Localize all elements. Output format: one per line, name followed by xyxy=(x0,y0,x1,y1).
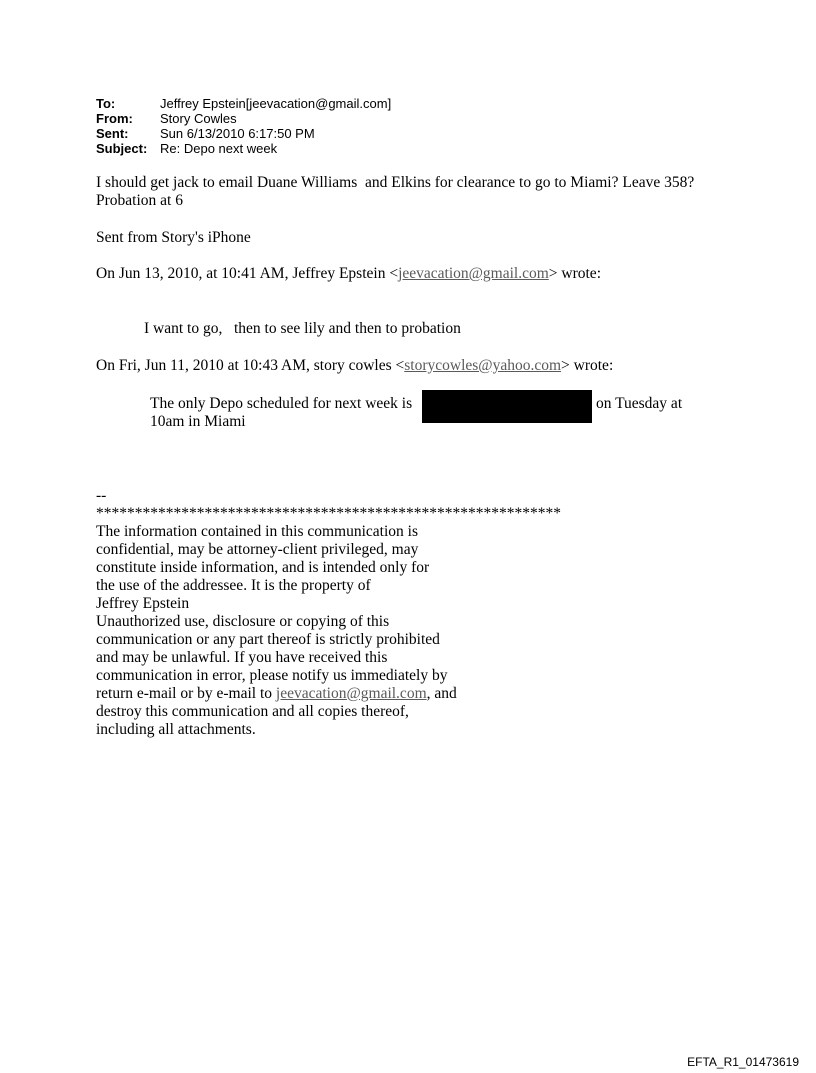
disclaimer-email-suffix: , and xyxy=(426,685,457,702)
subject-label: Subject: xyxy=(96,141,148,156)
disclaimer-dashes: -- xyxy=(96,487,107,504)
to-row xyxy=(96,96,391,111)
disclaimer-line: communication or any part thereof is strictly prohibited xyxy=(96,631,440,648)
disclaimer-email-link[interactable]: jeevacation@gmail.com xyxy=(275,685,427,702)
disclaimer-line: destroy this communication and all copies thereof, xyxy=(96,703,409,720)
from-label: From: xyxy=(96,111,133,126)
disclaimer-stars: ************************************************************ xyxy=(96,505,561,522)
disclaimer-line-email xyxy=(96,685,561,703)
quote-header-2-suffix: > wrote: xyxy=(561,357,614,374)
quote-header-2 xyxy=(96,357,613,375)
email-header xyxy=(96,96,391,156)
quote-header-2-prefix: On Fri, Jun 11, 2010 at 10:43 AM, story cowles < xyxy=(96,357,405,374)
from-row xyxy=(96,111,391,126)
from-value: Story Cowles xyxy=(160,111,237,126)
disclaimer-line: including all attachments. xyxy=(96,721,256,738)
message-line-1: I should get jack to email Duane Williams and Elkins for clearance to go to Miami? Leave 358? xyxy=(96,174,695,191)
document-id: EFTA_R1_01473619 xyxy=(687,1055,799,1069)
disclaimer-line: the use of the addressee. It is the property of xyxy=(96,577,371,594)
reply-2-line-1a: The only Depo scheduled for next week is xyxy=(150,395,413,412)
quote-header-2-email-link[interactable]: storycowles@yahoo.com xyxy=(404,357,562,374)
message-line-2: Probation at 6 xyxy=(96,192,183,209)
subject-value: Re: Depo next week xyxy=(160,141,278,156)
message-body xyxy=(96,174,694,210)
reply-2-line-1b: on Tuesday at xyxy=(596,395,683,412)
to-label: To: xyxy=(96,96,116,111)
to-value: Jeffrey Epstein[jeevacation@gmail.com] xyxy=(160,96,392,111)
disclaimer-line: constitute inside information, and is intended only for xyxy=(96,559,430,576)
disclaimer-line: communication in error, please notify us immediately by xyxy=(96,667,448,684)
disclaimer-line: Unauthorized use, disclosure or copying of this xyxy=(96,613,390,630)
disclaimer-email-prefix: return e-mail or by e-mail to xyxy=(96,685,276,702)
disclaimer-line: and may be unlawful. If you have received this xyxy=(96,649,388,666)
reply-2-line-2: 10am in Miami xyxy=(150,413,246,430)
quote-header-1-prefix: On Jun 13, 2010, at 10:41 AM, Jeffrey Epstein < xyxy=(96,265,399,282)
quote-header-1 xyxy=(96,265,601,283)
subject-row xyxy=(96,141,391,156)
quote-header-1-suffix: > wrote: xyxy=(548,265,601,282)
reply-1: I want to go, then to see lily and then to probation xyxy=(144,320,461,337)
sent-row xyxy=(96,126,391,141)
disclaimer-line: Jeffrey Epstein xyxy=(96,595,190,612)
quote-header-1-email-link[interactable]: jeevacation@gmail.com xyxy=(398,265,549,282)
disclaimer xyxy=(96,487,561,739)
sent-value: Sun 6/13/2010 6:17:50 PM xyxy=(160,126,315,141)
disclaimer-line: confidential, may be attorney-client privileged, may xyxy=(96,541,419,558)
redaction-box xyxy=(422,390,592,423)
signature: Sent from Story's iPhone xyxy=(96,229,251,246)
disclaimer-line: The information contained in this communication is xyxy=(96,523,418,540)
sent-label: Sent: xyxy=(96,126,129,141)
